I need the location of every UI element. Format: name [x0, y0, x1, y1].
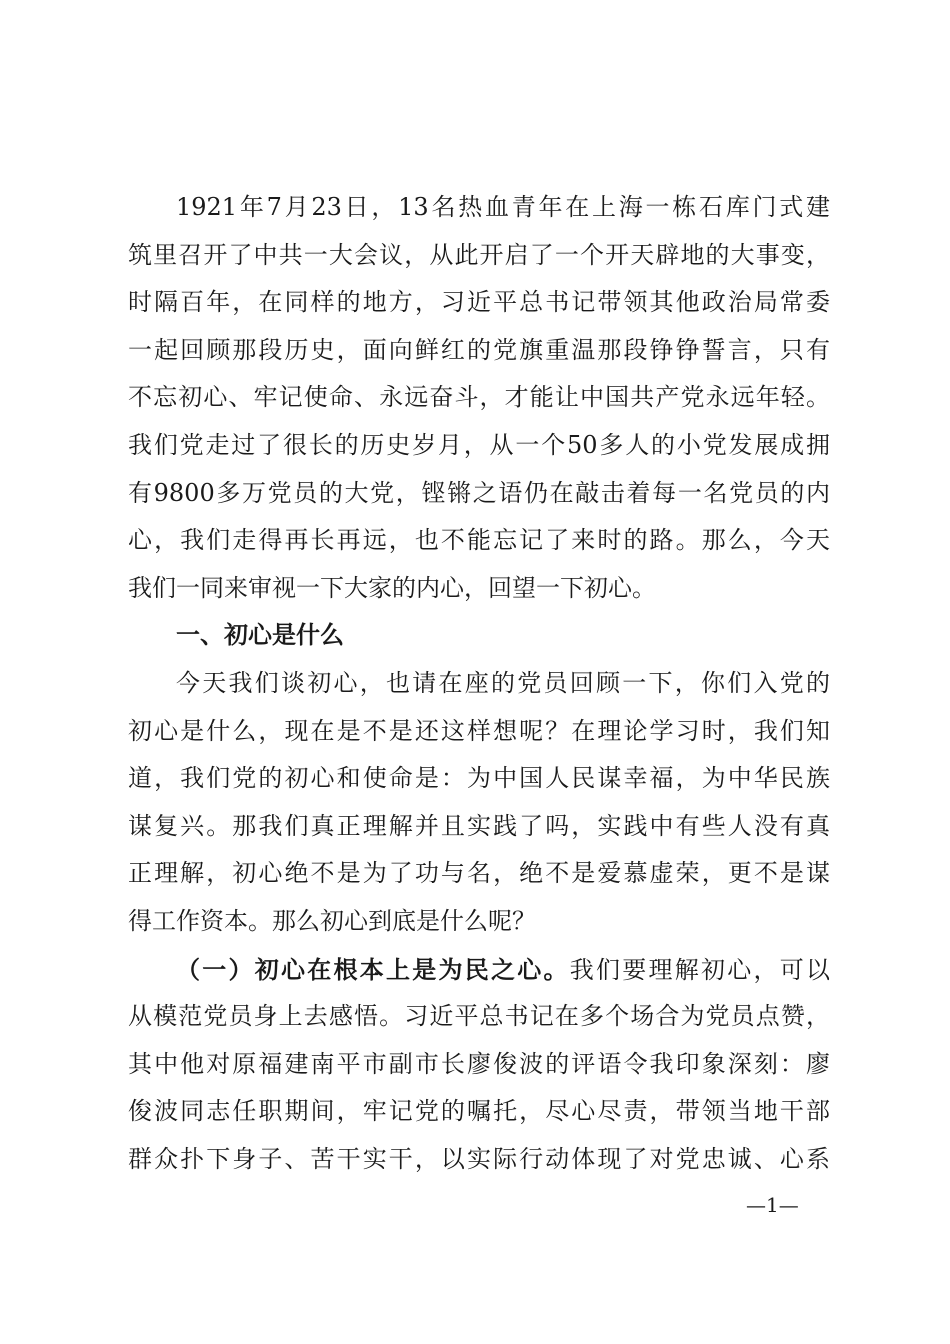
paragraph-3-line: 俊波同志任职期间，牢记党的嘱托，尽心尽责，带领当地干部 — [128, 1097, 830, 1126]
paragraph-1-line: 时隔百年，在同样的地方，习近平总书记带领其他政治局常委 — [128, 288, 830, 317]
page-number: —1— — [746, 1193, 799, 1217]
paragraph-1-line: 我们一同来审视一下大家的内心，回望一下初心。 — [128, 573, 656, 602]
paragraph-3-line: 群众扑下身子、苦干实干，以实际行动体现了对党忠诚、心系 — [128, 1144, 830, 1173]
paragraph-2-line: 道，我们党的初心和使命是：为中国人民谋幸福，为中华民族 — [128, 764, 830, 793]
paragraph-2-line: 正理解，初心绝不是为了功与名，绝不是爱慕虚荣，更不是谋 — [128, 859, 830, 888]
paragraph-1-line: 筑里召开了中共一大会议，从此开启了一个开天辟地的大事变， — [128, 240, 830, 269]
paragraph-1-line: 一起回顾那段历史，面向鲜红的党旗重温那段铮铮誓言，只有 — [128, 335, 830, 364]
paragraph-3-first-rest: 我们要理解初心，可以 — [569, 955, 830, 984]
paragraph-1-line: 不忘初心、牢记使命、永远奋斗，才能让中国共产党永远年轻。 — [128, 383, 830, 412]
subsection-lead: （一）初心在根本上是为民之心。 — [176, 954, 570, 984]
paragraph-2-line: 初心是什么，现在是不是还这样想呢？在理论学习时，我们知 — [128, 716, 830, 745]
paragraph-1-line: 有9800多万党员的大党，铿锵之语仍在敲击着每一名党员的内 — [128, 478, 830, 507]
paragraph-2-line: 得工作资本。那么初心到底是什么呢？ — [128, 906, 536, 935]
paragraph-1-line: 心，我们走得再长再远，也不能忘记了来时的路。那么，今天 — [128, 526, 830, 555]
paragraph-1-line: 我们党走过了很长的历史岁月，从一个50多人的小党发展成拥 — [128, 430, 830, 459]
paragraph-3-first-line — [128, 946, 830, 994]
document-body — [128, 184, 830, 1183]
section-heading: 一、初心是什么 — [176, 621, 344, 650]
paragraph-1-line: 1921年7月23日，13名热血青年在上海一栋石库门式建 — [176, 193, 830, 221]
paragraph-3-line: 其中他对原福建南平市副市长廖俊波的评语令我印象深刻：廖 — [128, 1049, 830, 1078]
paragraph-3-line: 从模范党员身上去感悟。习近平总书记在多个场合为党员点赞， — [128, 1002, 830, 1031]
paragraph-2-line: 谋复兴。那我们真正理解并且实践了吗，实践中有些人没有真 — [128, 811, 830, 840]
paragraph-2-line: 今天我们谈初心，也请在座的党员回顾一下，你们入党的 — [176, 668, 830, 697]
